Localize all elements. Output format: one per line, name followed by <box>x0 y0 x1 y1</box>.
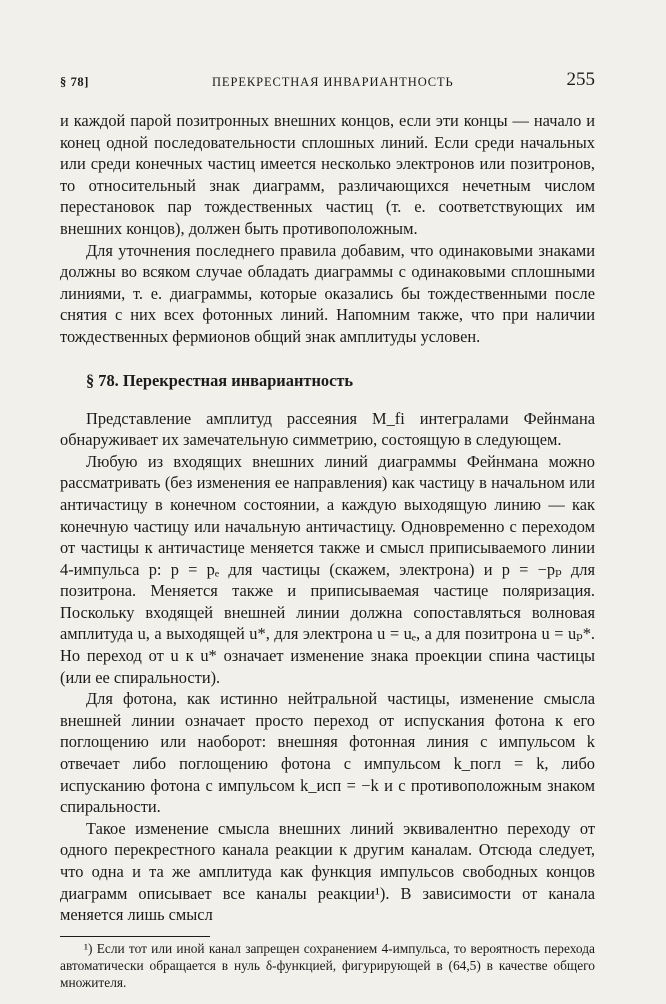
paragraph-3: Представление амплитуд рассеяния M_fi интегралами Фейнмана обнаруживает их замечательную симметрию, состоящую в следующем. <box>60 408 595 450</box>
section-reference: § 78] <box>60 75 90 89</box>
page-header <box>60 70 595 96</box>
running-title: ПЕРЕКРЕСТНАЯ ИНВАРИАНТНОСТЬ <box>212 75 454 89</box>
footnote-divider <box>60 936 210 937</box>
paragraph-1: и каждой парой позитронных внешних концов, если эти концы — начало и конец одной последовательности сплошных линий. Если среди начальных или среди конечных частиц имеется несколько электронов или позитронов, то относительный знак диаграмм, различающихся нечетным числом перестановок пар тождественных частиц (т. е. соответствующих им внешних концов), должен быть противоположным. <box>60 111 595 238</box>
footnote: ¹) Если тот или иной канал запрещен сохранением 4-импульса, то вероятность перехода автоматически обращается в нуль δ-функцией, фигурирующей в (64,5) в качестве общего множителя. <box>60 940 595 990</box>
paragraph-5: Для фотона, как истинно нейтральной частицы, изменение смысла внешней линии означает просто переход от испускания фотона к его поглощению или наоборот: внешняя фотонная линия с импульсом k отвечает либо поглощению фотона с импульсом k_погл = k, либо испусканию фотона с импульсом k_исп = −k и с противоположным знаком спиральности. <box>60 689 595 817</box>
paragraph-6: Такое изменение смысла внешних линий эквивалентно переходу от одного перекрестного канала реакции к другим каналам. Отсюда следует, что одна и та же амплитуда как функция импульсов свободных концов диаграмм описывает все каналы реакции¹). В зависимости от канала меняется лишь смысл <box>60 818 595 925</box>
book-page <box>60 70 595 1004</box>
paragraph-4: Любую из входящих внешних линий диаграммы Фейнмана можно рассматривать (без изменения ее направления) как частицу в начальном или античастицу в конечном состоянии, а каждую выходящую линию — как конечную частицу или начальную античастицу. Одновременно с переходом от частицы к античастице меняется также и смысл приписываемого линии 4-импульса p: p = pₑ для частицы (скажем, электрона) и p = −pₚ для позитрона. Меняется также и приписываемая частице поляризация. Поскольку входящей внешней линии должна сопоставляться волновая амплитуда u, а выходящей u*, для электрона u = uₑ, а для позитрона u = uₚ*. Но переход от u к u* означает изменение знака проекции спина частицы (или ее спиральности). <box>60 451 595 687</box>
section-heading: § 78. Перекрестная инвариантность <box>86 370 354 390</box>
main-text <box>60 110 595 926</box>
page-number: 255 <box>566 69 595 90</box>
paragraph-2: Для уточнения последнего правила добавим, что одинаковыми знаками должны во всяком случае обладать диаграммы с одинаковыми сплошными линиями, т. е. диаграммы, которые оказались бы тождественными после снятия с них всех фотонных линий. Напомним также, что при наличии тождественных фермионов общий знак амплитуды условен. <box>60 240 595 346</box>
